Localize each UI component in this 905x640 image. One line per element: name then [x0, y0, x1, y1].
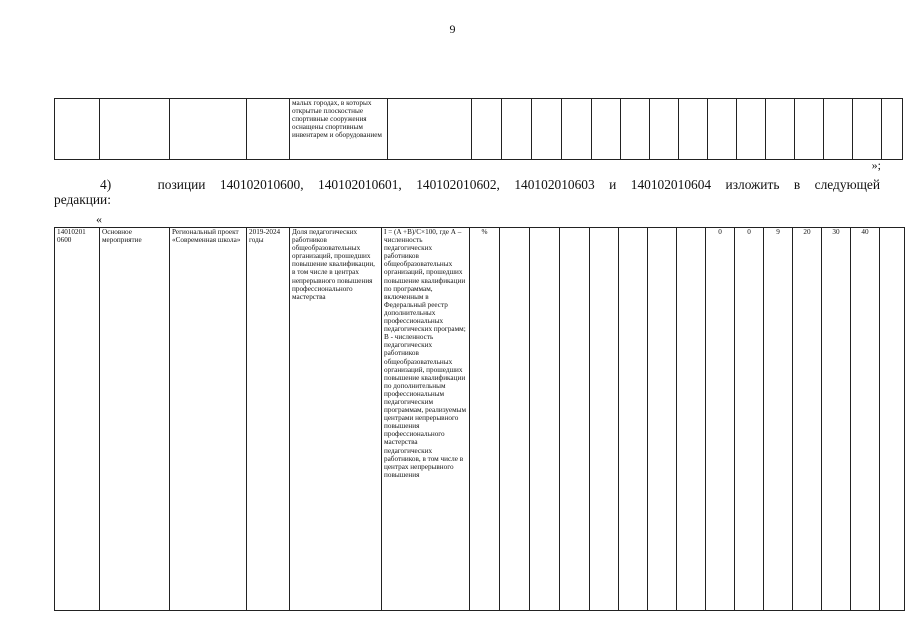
value-cell: 30 [822, 228, 851, 611]
value-cell: 20 [793, 228, 822, 611]
table-cell [388, 99, 472, 160]
table-cell [472, 99, 502, 160]
page-number: 9 [449, 22, 456, 36]
cell-unit: % [470, 228, 500, 611]
opening-quote: « [96, 212, 102, 226]
cell-formula: I = (A +B)/C×100, где А – численность педагогических работников общеобразовательных организаций, прошедших повышение квалификации по программам, включенным в Федеральный реестр дополнительных профессиональных педагогических программ; В - численность педагогических работников общеобразовательных организаций, прошедших повышение квалификации по дополнительным профессиональным педагогическим программам, реализуемым центрами непрерывного повышения профессионального мастерства педагогических работников, в том числе в центрах непрерывного повышения [382, 228, 470, 611]
value-cell [530, 228, 560, 611]
table-cell [247, 99, 290, 160]
table-cell [562, 99, 592, 160]
table-cell [170, 99, 247, 160]
table-cell [679, 99, 708, 160]
value-cell [880, 228, 905, 611]
table-cell [502, 99, 532, 160]
table-cell [824, 99, 853, 160]
value-cell: 40 [851, 228, 880, 611]
amendment-text: позиции 140102010600, 140102010601, 140102010602, 140102010603 и 140102010604 изложить в следующей [157, 177, 880, 192]
value-cell [590, 228, 619, 611]
table-cell [766, 99, 795, 160]
amendment-text-continued: редакции: [54, 192, 111, 207]
cell-period: 2019-2024 годы [247, 228, 290, 611]
table-row [55, 228, 905, 611]
table-cell [650, 99, 679, 160]
amendment-paragraph [54, 177, 880, 192]
table-cell [592, 99, 621, 160]
table-cell [737, 99, 766, 160]
value-cell [677, 228, 706, 611]
table-cell [55, 99, 100, 160]
cell-project: Региональный проект «Современная школа» [170, 228, 247, 611]
indicator-table [54, 227, 905, 611]
table-cell [621, 99, 650, 160]
table-cell [532, 99, 562, 160]
value-cell: 9 [764, 228, 793, 611]
value-cell [500, 228, 530, 611]
table-cell: малых городах, в которых открытые плоскостные спортивные сооружения оснащены спортивным инвентарем и оборудованием [290, 99, 388, 160]
table-cell [100, 99, 170, 160]
table-cell [882, 99, 903, 160]
cell-code: 14010201 0600 [55, 228, 100, 611]
value-cell: 0 [735, 228, 764, 611]
table-cell [708, 99, 737, 160]
closing-quote: »; [871, 158, 881, 172]
value-cell [648, 228, 677, 611]
table-cell [795, 99, 824, 160]
table-row [55, 99, 903, 160]
item-marker: 4) [100, 177, 112, 192]
continuation-table [54, 98, 903, 160]
value-cell [619, 228, 648, 611]
cell-type: Основное мероприятие [100, 228, 170, 611]
value-cell: 0 [706, 228, 735, 611]
table-cell [853, 99, 882, 160]
value-cell [560, 228, 590, 611]
cell-indicator: Доля педагогических работников общеобразовательных организаций, прошедших повышение квалификации, в том числе в центрах непрерывного повышения профессионального мастерства [290, 228, 382, 611]
